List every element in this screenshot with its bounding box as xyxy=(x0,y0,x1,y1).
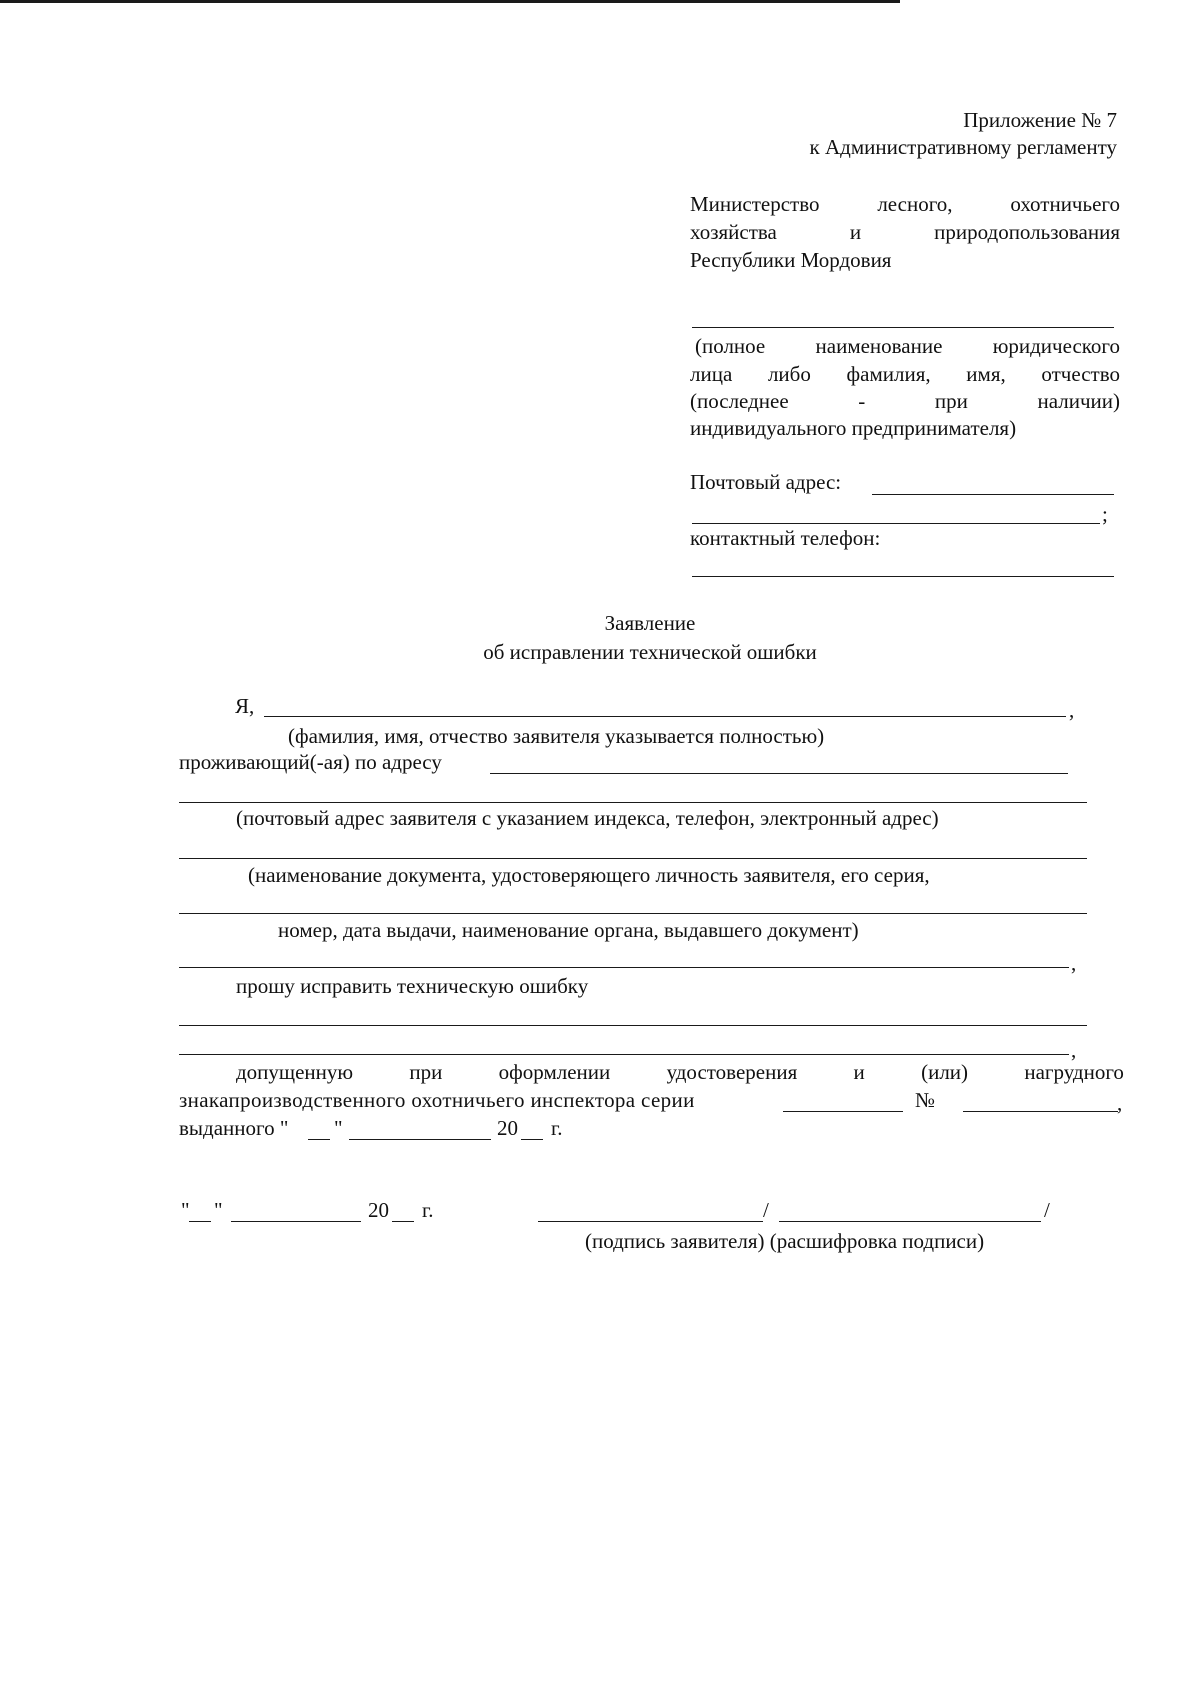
word: - xyxy=(858,389,866,413)
applicant-hint-line-3 xyxy=(690,391,1120,412)
document-subtitle: об исправлении технической ошибки xyxy=(483,640,817,664)
word: имя, xyxy=(966,362,1006,386)
slash-1: / xyxy=(763,1198,769,1222)
word: нагрудного xyxy=(1024,1060,1124,1084)
applicant-hint-line-2 xyxy=(690,364,1120,385)
word: лица xyxy=(690,362,733,386)
residing-address-line-2[interactable] xyxy=(179,802,1087,803)
comma: , xyxy=(1069,698,1075,722)
applicant-hint-line-1 xyxy=(695,336,1120,357)
semicolon: ; xyxy=(1102,502,1108,526)
issued-year-prefix: 20 xyxy=(497,1116,518,1140)
made-in-line xyxy=(236,1062,1124,1083)
signature-decryption-line[interactable] xyxy=(779,1221,1041,1222)
date-month-line[interactable] xyxy=(231,1221,361,1222)
fio-hint: (фамилия, имя, отчество заявителя указывается полностью) xyxy=(288,724,825,748)
issued-label: выданного " xyxy=(179,1116,289,1140)
postal-hint: (почтовый адрес заявителя с указанием индекса, телефон, электронный адрес) xyxy=(236,806,939,830)
scan-edge xyxy=(0,0,900,3)
word: (полное xyxy=(695,334,766,358)
signature-line[interactable] xyxy=(538,1221,763,1222)
postal-address-line-1[interactable] xyxy=(872,494,1114,495)
comma: , xyxy=(1071,951,1077,975)
word: либо xyxy=(767,362,811,386)
error-description-line-2[interactable] xyxy=(179,1054,1069,1055)
contact-phone-line[interactable] xyxy=(692,576,1114,577)
id-document-line-2[interactable] xyxy=(179,913,1087,914)
error-description-line-1[interactable] xyxy=(179,1025,1087,1026)
id-document-hint-1: (наименование документа, удостоверяющего личность заявителя, его серия, xyxy=(248,863,930,887)
applicant-fio-line[interactable] xyxy=(264,716,1066,717)
word: отчество xyxy=(1041,362,1120,386)
date-year-suffix: г. xyxy=(422,1198,434,1222)
word: фамилия, xyxy=(846,362,931,386)
date-year-prefix: 20 xyxy=(368,1198,389,1222)
word: хозяйства xyxy=(690,220,777,244)
contact-phone-label: контактный телефон: xyxy=(690,526,881,550)
document-title: Заявление xyxy=(604,611,696,635)
date-year-line[interactable] xyxy=(392,1221,414,1222)
slash-2: / xyxy=(1044,1198,1050,1222)
addressee-line-3: Республики Мордовия xyxy=(690,248,892,272)
word: лесного, xyxy=(877,192,953,216)
addressee-line-2 xyxy=(690,222,1120,243)
word: Министерство xyxy=(690,192,820,216)
number-line[interactable] xyxy=(963,1111,1118,1112)
signature-hint: (подпись заявителя) (расшифровка подписи) xyxy=(585,1229,985,1253)
comma: , xyxy=(1117,1091,1123,1115)
word: наличии) xyxy=(1037,389,1120,413)
word: допущенную xyxy=(236,1060,354,1084)
applicant-name-line[interactable] xyxy=(692,327,1114,328)
request-label: прошу исправить техническую ошибку xyxy=(236,974,589,998)
issued-month-line[interactable] xyxy=(349,1139,491,1140)
appendix-number: Приложение № 7 xyxy=(963,108,1117,132)
residing-label: проживающий(-ая) по адресу xyxy=(179,750,442,774)
ya-label: Я, xyxy=(235,694,255,718)
word: при xyxy=(409,1060,443,1084)
applicant-hint-line-4: индивидуального предпринимателя) xyxy=(690,416,1017,440)
comma: , xyxy=(1071,1038,1077,1062)
id-document-line-3[interactable] xyxy=(179,967,1069,968)
series-line[interactable] xyxy=(783,1111,903,1112)
word: наименование xyxy=(815,334,943,358)
word: удостоверения xyxy=(666,1060,798,1084)
issued-day-line[interactable] xyxy=(308,1139,330,1140)
word: природопользования xyxy=(934,220,1120,244)
word: и xyxy=(849,220,862,244)
inspector-label: знакапроизводственного охотничьего инспектора серии xyxy=(179,1088,695,1112)
issued-year-line[interactable] xyxy=(521,1139,543,1140)
word: (или) xyxy=(921,1060,969,1084)
id-document-hint-2: номер, дата выдачи, наименование органа, выдавшего документ) xyxy=(278,918,859,942)
date-quote-open: " xyxy=(181,1198,190,1222)
issued-quote: " xyxy=(334,1116,343,1140)
word: и xyxy=(853,1060,865,1084)
appendix-reference: к Административному регламенту xyxy=(809,135,1117,159)
word: оформлении xyxy=(498,1060,611,1084)
word: (последнее xyxy=(690,389,789,413)
addressee-line-1 xyxy=(690,194,1120,215)
residing-address-line[interactable] xyxy=(490,773,1068,774)
word: охотничьего xyxy=(1010,192,1120,216)
id-document-line-1[interactable] xyxy=(179,858,1087,859)
word: юридического xyxy=(992,334,1120,358)
issued-year-suffix: г. xyxy=(551,1116,563,1140)
postal-address-label: Почтовый адрес: xyxy=(690,470,842,494)
date-day-line[interactable] xyxy=(189,1221,211,1222)
number-sign: № xyxy=(915,1088,936,1112)
date-quote-close: " xyxy=(214,1198,223,1222)
postal-address-line-2[interactable] xyxy=(692,523,1100,524)
word: при xyxy=(934,389,968,413)
